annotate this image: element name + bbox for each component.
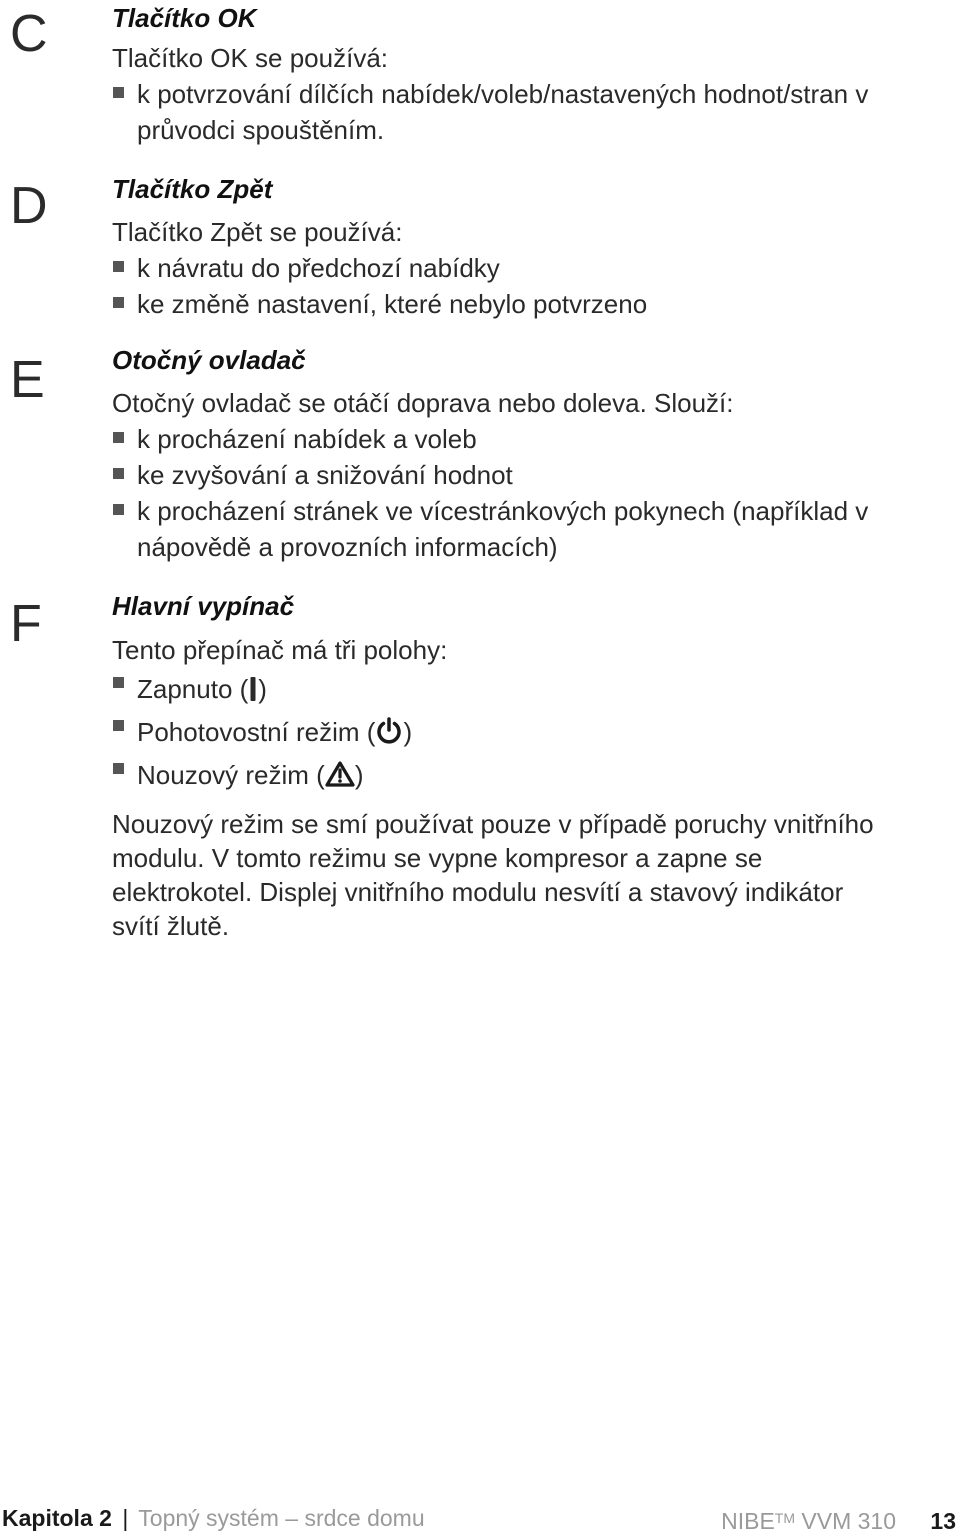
bullet-square-icon [113,261,124,272]
power-on-icon [248,676,258,702]
heading-rotary-knob: Otočný ovladač [112,345,306,375]
section-letter-c: C [10,5,48,63]
section-letter-f: F [10,595,42,653]
list-item-emergency: Nouzový režim ( ) [112,754,912,797]
footer-separator: | [122,1505,129,1531]
bullet-list-back-button [112,250,912,322]
heading-back-button: Tlačítko Zpět [112,174,273,204]
bullet-square-icon [113,468,124,479]
bullet-square-icon [113,763,124,774]
bullet-square-icon [113,297,124,308]
emergency-triangle-icon [325,760,355,788]
list-item: k procházení stránek ve vícestránkových pokynech (například v nápovědě a provozních informacích) [112,493,912,565]
section-main-switch [112,590,912,943]
bullet-square-icon [113,504,124,515]
section-letter-e: E [10,351,45,409]
bullet-list-ok-button [112,76,912,148]
list-item: k návratu do předchozí nabídky [112,250,912,286]
bullet-square-icon [113,87,124,98]
page-number: 13 [930,1508,956,1534]
standby-icon [375,717,403,745]
footer-product [721,1500,956,1539]
intro-ok-button: Tlačítko OK se používá: [112,43,389,73]
list-item: ke změně nastavení, které nebylo potvrzeno [112,286,912,322]
heading-main-switch: Hlavní vypínač [112,591,295,621]
section-rotary-knob [112,344,912,565]
intro-rotary-knob: Otočný ovladač se otáčí doprava nebo doleva. Slouží: [112,388,734,418]
list-item: k potvrzování dílčích nabídek/voleb/nastavených hodnot/stran v průvodci spouštěním. [112,76,912,148]
intro-main-switch: Tento přepínač má tři polohy: [112,635,448,665]
model-name: VVM 310 [801,1508,897,1534]
heading-ok-button: Tlačítko OK [112,3,257,33]
section-back-button [112,173,912,322]
bullet-square-icon [113,677,124,688]
emergency-mode-note: Nouzový režim se smí používat pouze v případě poruchy vnitřního modulu. V tomto režimu se vypne kompresor a zapne se elektrokotel. Displej vnitřního modulu nesvítí a stavový indikátor svítí žlutě. [112,809,874,941]
chapter-title: Topný systém – srdce domu [138,1505,425,1531]
bullet-list-rotary-knob [112,421,912,565]
switch-positions-list [112,668,912,797]
page-footer [0,1500,960,1536]
section-letter-d: D [10,177,48,235]
chapter-label: Kapitola 2 [2,1505,112,1531]
bullet-square-icon [113,720,124,731]
bullet-square-icon [113,432,124,443]
brand-name: NIBE [721,1508,775,1534]
list-item-on: Zapnuto ( ) [112,668,912,711]
list-item: k procházení nabídek a voleb [112,421,912,457]
trademark: TM [774,1510,796,1526]
intro-back-button: Tlačítko Zpět se používá: [112,217,403,247]
section-ok-button [112,2,912,148]
list-item-standby: Pohotovostní režim ( ) [112,711,912,754]
footer-chapter [2,1500,425,1536]
list-item: ke zvyšování a snižování hodnot [112,457,912,493]
